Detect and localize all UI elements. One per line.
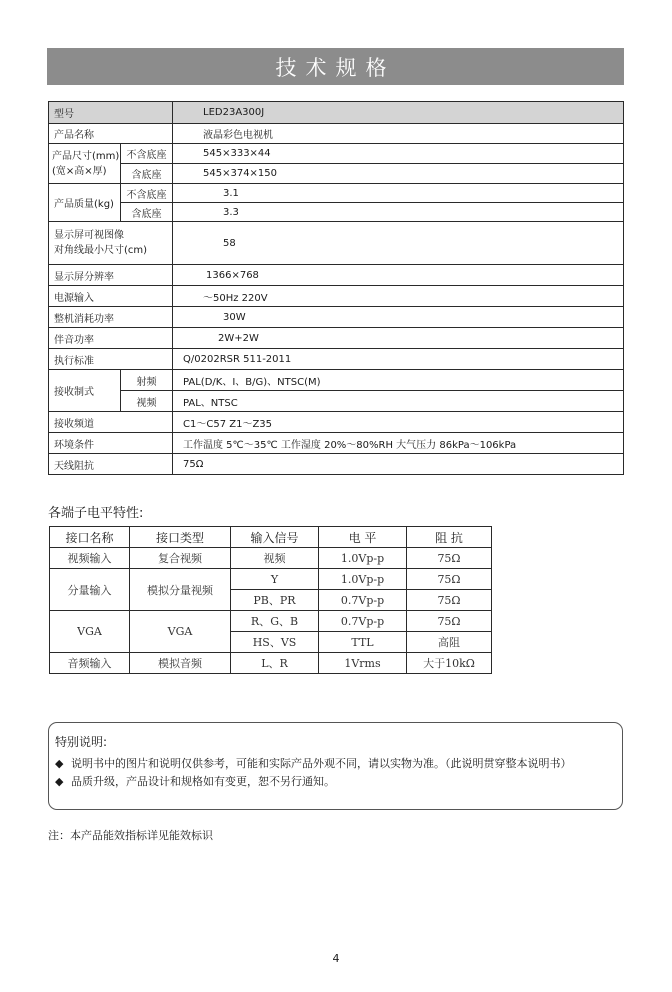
special-notes-box	[48, 722, 623, 810]
antenna-label: 天线阻抗	[49, 454, 173, 475]
level-pbpr: 0.7Vp-p	[319, 590, 407, 611]
note-text-2: 品质升级，产品设计和规格如有变更，恕不另行通知。	[71, 775, 335, 788]
weight-with-stand-value: 3.3	[173, 203, 624, 222]
impedance-audio: 大于10kΩ	[407, 653, 492, 674]
spec-row-rf	[49, 370, 624, 391]
signal-pbpr: PB、PR	[231, 590, 319, 611]
rf-label: 射频	[121, 370, 173, 391]
power-input-label: 电源输入	[49, 286, 173, 307]
port-section-heading: 各端子电平特性:	[48, 506, 144, 521]
weight-with-stand-label: 含底座	[121, 203, 173, 222]
size-with-stand-value: 545×374×150	[173, 164, 624, 184]
page-number: 4	[332, 952, 340, 965]
size-without-stand-value: 545×333×44	[173, 144, 624, 164]
spec-row-size-without	[49, 144, 624, 164]
diagonal-label	[49, 222, 173, 265]
impedance-y: 75Ω	[407, 569, 492, 590]
spec-table	[48, 101, 624, 475]
environment-label: 环境条件	[49, 433, 173, 454]
port-type-composite: 复合视频	[130, 548, 231, 569]
page-title: 技术规格	[275, 55, 396, 80]
spec-row-model	[49, 102, 624, 124]
port-type-component: 模拟分量视频	[130, 569, 231, 611]
diagonal-value: 58	[173, 222, 624, 265]
header-impedance: 阻 抗	[407, 527, 492, 548]
diagonal-label-line2: 对角线最小尺寸(cm)	[54, 245, 148, 256]
diamond-bullet-icon: ◆	[55, 775, 64, 788]
channel-label: 接收频道	[49, 412, 173, 433]
weight-label: 产品质量(kg)	[49, 184, 121, 222]
spec-row-weight-without	[49, 184, 624, 203]
level-video: 1.0Vp-p	[319, 548, 407, 569]
spec-row-video	[49, 391, 624, 412]
reception-label: 接收制式	[49, 370, 121, 412]
level-y: 1.0Vp-p	[319, 569, 407, 590]
port-row-vga-rgb	[50, 611, 492, 632]
spec-row-channel	[49, 412, 624, 433]
port-type-vga: VGA	[130, 611, 231, 653]
impedance-hsvs: 高阻	[407, 632, 492, 653]
spec-row-size-with	[49, 164, 624, 184]
header-level: 电 平	[319, 527, 407, 548]
audio-power-value: 2W+2W	[173, 328, 624, 349]
impedance-rgb: 75Ω	[407, 611, 492, 632]
port-row-component-y	[50, 569, 492, 590]
standard-value: Q/0202RSR 511-2011	[173, 349, 624, 370]
weight-without-stand-label: 不含底座	[121, 184, 173, 203]
header-port-type: 接口类型	[130, 527, 231, 548]
size-label-line1: 产品尺寸(mm)	[52, 150, 120, 162]
port-row-audio	[50, 653, 492, 674]
power-input-value: ～50Hz 220V	[173, 286, 624, 307]
level-audio: 1Vrms	[319, 653, 407, 674]
size-with-stand-label: 含底座	[121, 164, 173, 184]
antenna-value: 75Ω	[173, 454, 624, 475]
consumption-label: 整机消耗功率	[49, 307, 173, 328]
diagonal-label-line1: 显示屏可视图像	[54, 230, 124, 241]
signal-y: Y	[231, 569, 319, 590]
port-type-audio: 模拟音频	[130, 653, 231, 674]
model-label: 型号	[49, 102, 173, 124]
video-label: 视频	[121, 391, 173, 412]
spec-row-power-input	[49, 286, 624, 307]
spec-row-weight-with	[49, 203, 624, 222]
notes-title: 特别说明:	[55, 735, 108, 749]
note-text-1: 说明书中的图片和说明仅供参考，可能和实际产品外观不同，请以实物为准。（此说明贯穿整本说明书）	[71, 757, 572, 770]
standard-label: 执行标准	[49, 349, 173, 370]
impedance-pbpr: 75Ω	[407, 590, 492, 611]
port-name-vga: VGA	[50, 611, 130, 653]
spec-row-audio-power	[49, 328, 624, 349]
port-name-component: 分量输入	[50, 569, 130, 611]
spec-row-diagonal	[49, 222, 624, 265]
header-input-signal: 输入信号	[231, 527, 319, 548]
note-item-2	[55, 774, 616, 790]
audio-power-label: 伴音功率	[49, 328, 173, 349]
video-value: PAL、NTSC	[173, 391, 624, 412]
port-header-row	[50, 527, 492, 548]
level-rgb: 0.7Vp-p	[319, 611, 407, 632]
size-without-stand-label: 不含底座	[121, 144, 173, 164]
model-value: LED23A300J	[173, 102, 624, 124]
header-port-name: 接口名称	[50, 527, 130, 548]
page-title-banner	[47, 48, 624, 85]
note-item-1	[55, 756, 616, 772]
port-table	[49, 526, 492, 674]
port-row-video	[50, 548, 492, 569]
port-name-audio: 音频输入	[50, 653, 130, 674]
level-hsvs: TTL	[319, 632, 407, 653]
spec-row-name	[49, 124, 624, 144]
signal-video: 视频	[231, 548, 319, 569]
resolution-label: 显示屏分辨率	[49, 265, 173, 286]
port-name-video: 视频输入	[50, 548, 130, 569]
energy-footnote: 注：本产品能效指标详见能效标识	[48, 829, 213, 842]
resolution-value: 1366×768	[173, 265, 624, 286]
name-label: 产品名称	[49, 124, 173, 144]
spec-row-consumption	[49, 307, 624, 328]
impedance-video: 75Ω	[407, 548, 492, 569]
signal-hsvs: HS、VS	[231, 632, 319, 653]
spec-row-resolution	[49, 265, 624, 286]
rf-value: PAL(D/K、I、B/G)、NTSC(M)	[173, 370, 624, 391]
name-value: 液晶彩色电视机	[173, 124, 624, 144]
consumption-value: 30W	[173, 307, 624, 328]
size-label-line2: (宽×高×厚)	[52, 165, 107, 177]
signal-lr: L、R	[231, 653, 319, 674]
weight-without-stand-value: 3.1	[173, 184, 624, 203]
channel-value: C1～C57 Z1～Z35	[173, 412, 624, 433]
diamond-bullet-icon: ◆	[55, 757, 64, 770]
size-label	[49, 144, 121, 184]
spec-row-standard	[49, 349, 624, 370]
spec-row-antenna	[49, 454, 624, 475]
spec-row-environment	[49, 433, 624, 454]
environment-value: 工作温度 5℃～35℃ 工作湿度 20%～80%RH 大气压力 86kPa～106kPa	[173, 433, 624, 454]
signal-rgb: R、G、B	[231, 611, 319, 632]
